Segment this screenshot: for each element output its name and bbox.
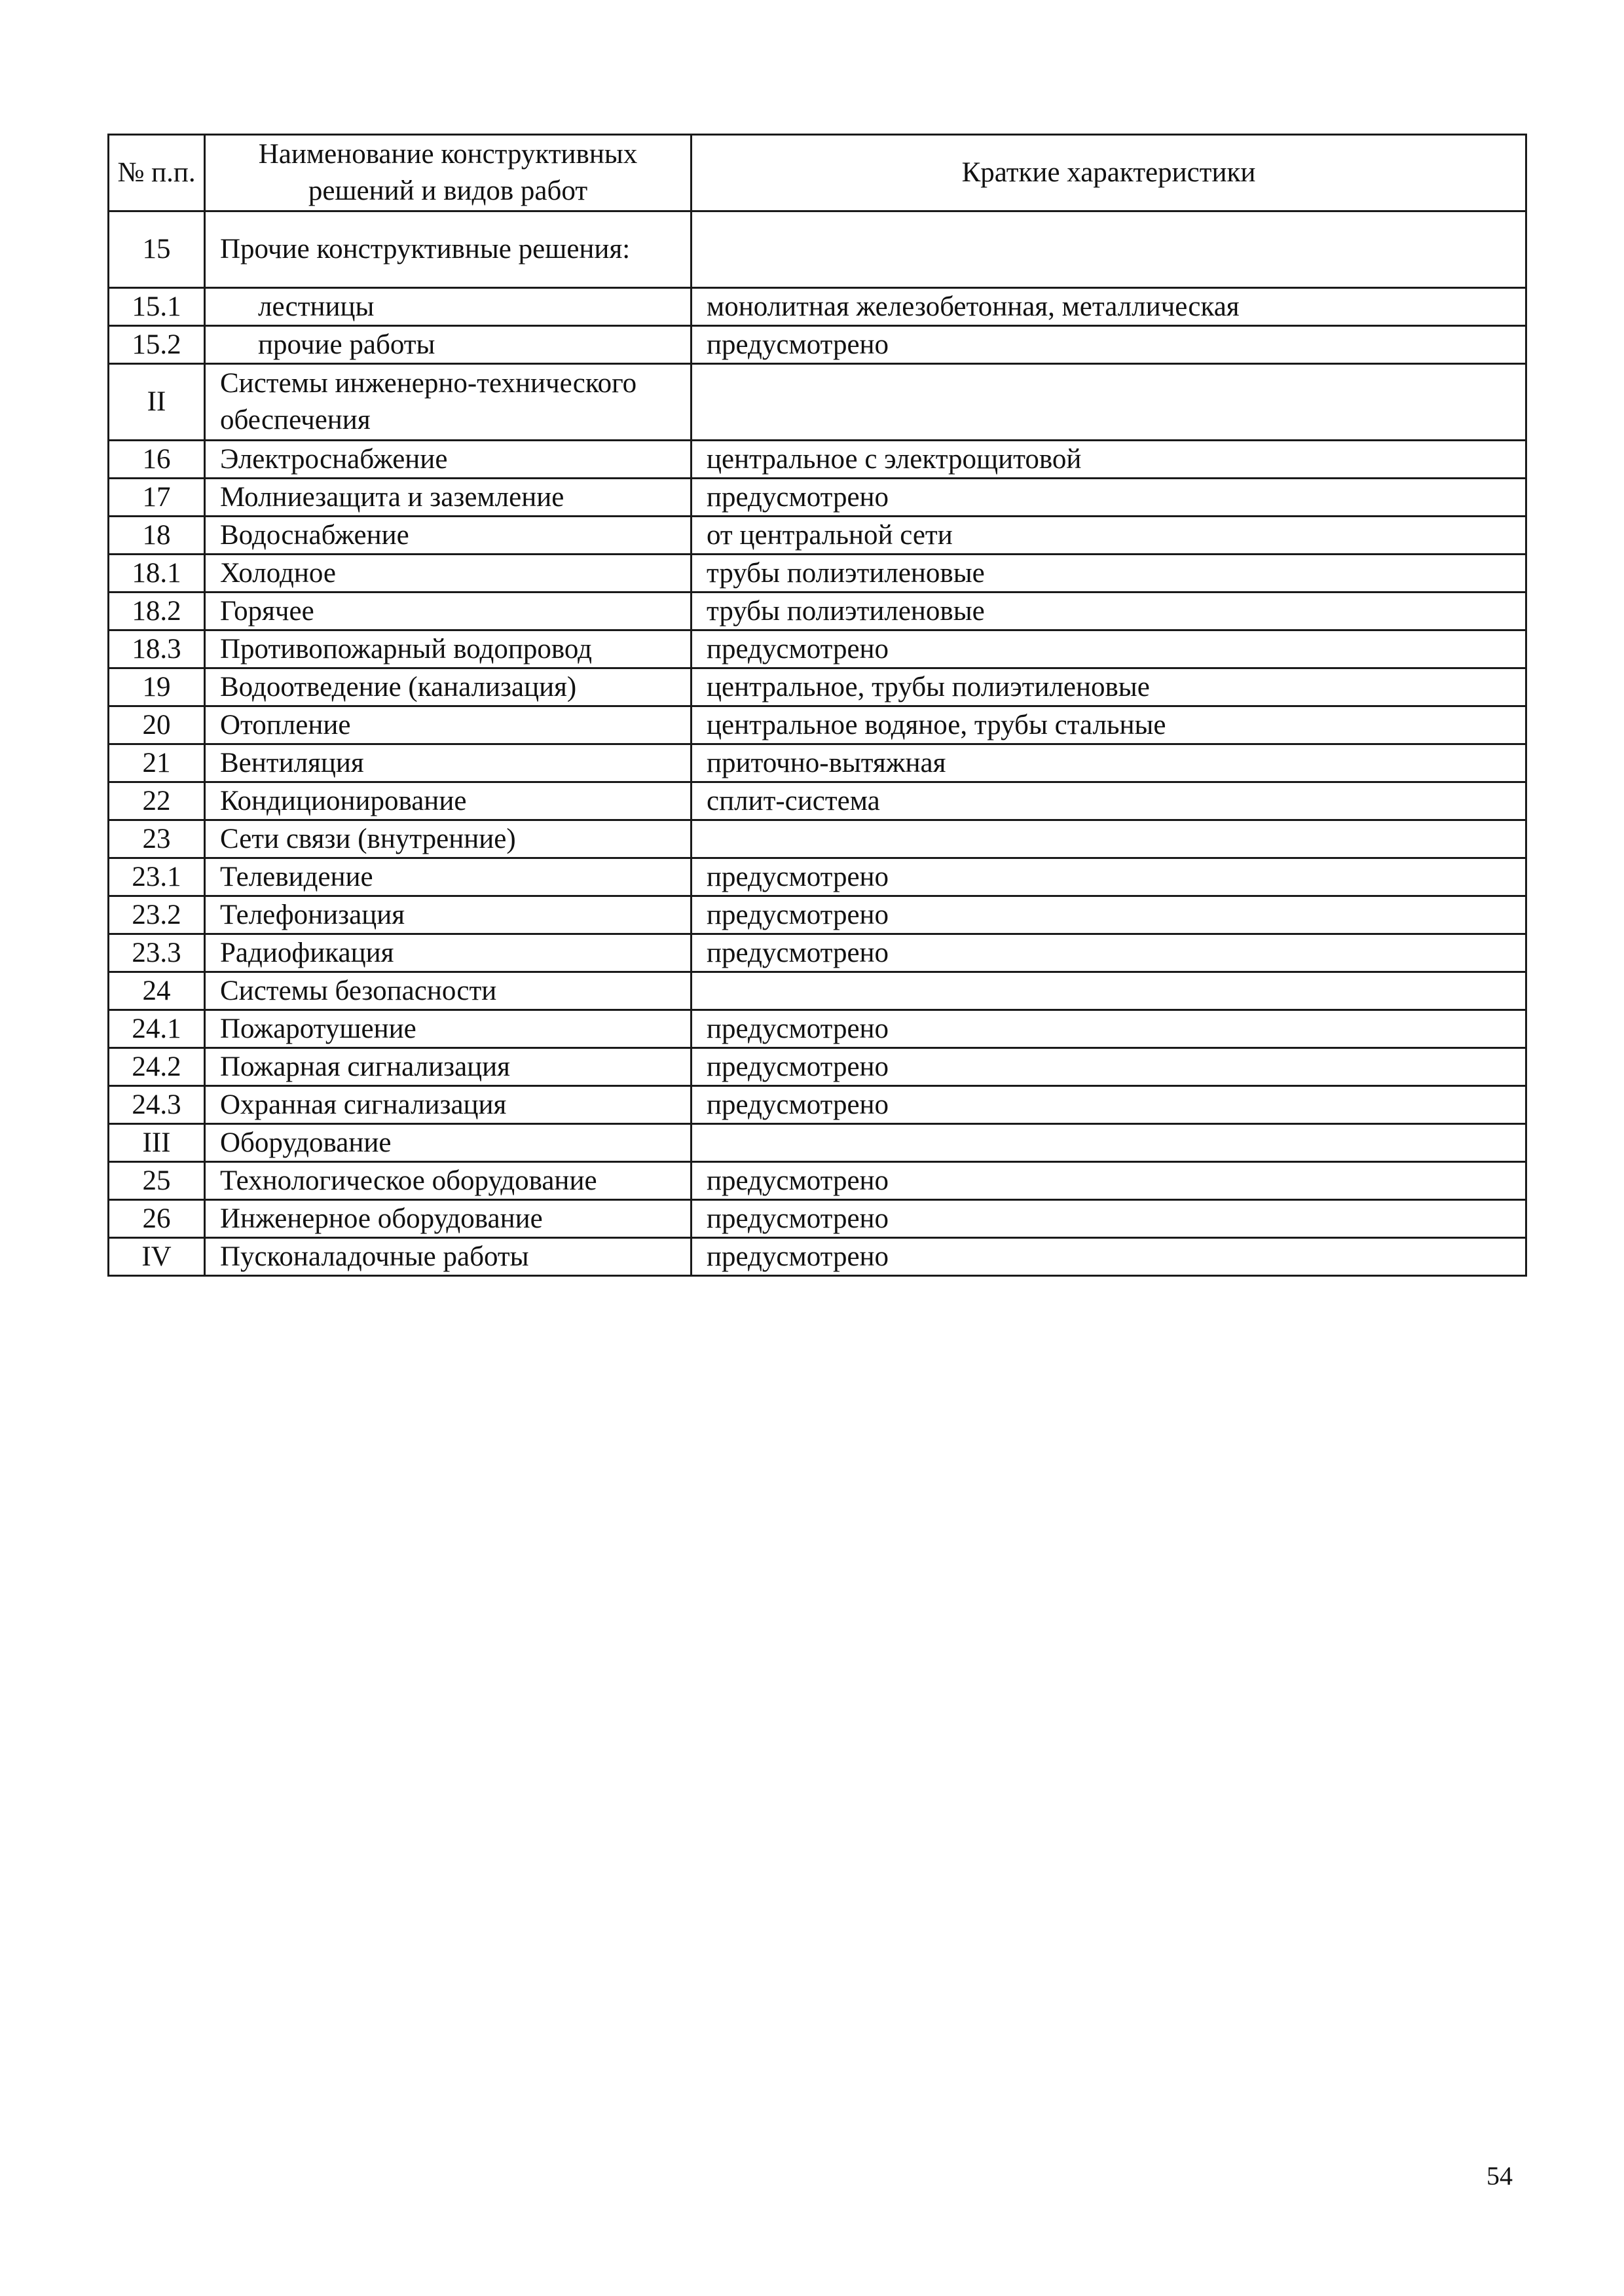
- row-name: Радиофикация: [205, 934, 692, 972]
- row-name: Горячее: [205, 592, 692, 630]
- row-value: трубы полиэтиленовые: [692, 592, 1526, 630]
- row-name: Системы инженерно-технического обеспечения: [205, 364, 692, 441]
- row-num: 19: [109, 668, 205, 706]
- row-value: [692, 972, 1526, 1010]
- row-num: 16: [109, 441, 205, 479]
- row-num: 21: [109, 744, 205, 782]
- table-row: [109, 1238, 1526, 1276]
- table-row: [109, 592, 1526, 630]
- row-num: 15.1: [109, 288, 205, 326]
- table-row: [109, 479, 1526, 517]
- row-num: 23.2: [109, 896, 205, 934]
- row-value: предусмотрено: [692, 630, 1526, 668]
- row-name: Сети связи (внутренние): [205, 820, 692, 858]
- row-value: приточно-вытяжная: [692, 744, 1526, 782]
- table-row: [109, 744, 1526, 782]
- row-num: 20: [109, 706, 205, 744]
- row-name: Инженерное оборудование: [205, 1200, 692, 1238]
- table-row: [109, 858, 1526, 896]
- row-num: 24.3: [109, 1086, 205, 1124]
- table-row: [109, 1200, 1526, 1238]
- row-num: 17: [109, 479, 205, 517]
- table-row: [109, 1162, 1526, 1200]
- row-value: центральное водяное, трубы стальные: [692, 706, 1526, 744]
- row-value: [692, 211, 1526, 288]
- row-value: предусмотрено: [692, 1200, 1526, 1238]
- row-name: Пусконаладочные работы: [205, 1238, 692, 1276]
- header-name: Наименование конструктивных решений и видов работ: [205, 135, 692, 211]
- row-name: Противопожарный водопровод: [205, 630, 692, 668]
- table-row: [109, 668, 1526, 706]
- specifications-table: [107, 134, 1527, 1277]
- row-value: центральное с электрощитовой: [692, 441, 1526, 479]
- row-num: 23.1: [109, 858, 205, 896]
- row-name: Прочие конструктивные решения:: [205, 211, 692, 288]
- table-row: [109, 1086, 1526, 1124]
- row-num: 24.1: [109, 1010, 205, 1048]
- row-value: монолитная железобетонная, металлическая: [692, 288, 1526, 326]
- row-num: 15: [109, 211, 205, 288]
- row-num: 15.2: [109, 326, 205, 364]
- row-num: 23.3: [109, 934, 205, 972]
- header-characteristics: Краткие характеристики: [692, 135, 1526, 211]
- row-value: [692, 364, 1526, 441]
- row-name: Водоотведение (канализация): [205, 668, 692, 706]
- row-num: III: [109, 1124, 205, 1162]
- row-name: Холодное: [205, 555, 692, 592]
- table-row: [109, 364, 1526, 441]
- table-row: [109, 1048, 1526, 1086]
- table-row: [109, 517, 1526, 555]
- row-value: сплит-система: [692, 782, 1526, 820]
- row-name: Технологическое оборудование: [205, 1162, 692, 1200]
- table-row: [109, 326, 1526, 364]
- row-name: Кондиционирование: [205, 782, 692, 820]
- row-name: Телевидение: [205, 858, 692, 896]
- row-value: предусмотрено: [692, 1238, 1526, 1276]
- row-num: 18.2: [109, 592, 205, 630]
- table-row: [109, 934, 1526, 972]
- row-num: 18.3: [109, 630, 205, 668]
- row-value: от центральной сети: [692, 517, 1526, 555]
- row-num: 22: [109, 782, 205, 820]
- row-value: предусмотрено: [692, 1048, 1526, 1086]
- row-value: предусмотрено: [692, 326, 1526, 364]
- row-value: предусмотрено: [692, 896, 1526, 934]
- row-name: Телефонизация: [205, 896, 692, 934]
- table-row: [109, 211, 1526, 288]
- row-value: предусмотрено: [692, 1162, 1526, 1200]
- row-value: трубы полиэтиленовые: [692, 555, 1526, 592]
- table-row: [109, 441, 1526, 479]
- row-name: Пожаротушение: [205, 1010, 692, 1048]
- row-num: 26: [109, 1200, 205, 1238]
- table-row: [109, 896, 1526, 934]
- header-num: № п.п.: [109, 135, 205, 211]
- row-name: прочие работы: [205, 326, 692, 364]
- table-row: [109, 1010, 1526, 1048]
- row-num: 18.1: [109, 555, 205, 592]
- row-value: [692, 820, 1526, 858]
- row-name: Молниезащита и заземление: [205, 479, 692, 517]
- row-value: предусмотрено: [692, 479, 1526, 517]
- row-value: [692, 1124, 1526, 1162]
- table-row: [109, 555, 1526, 592]
- row-value: предусмотрено: [692, 858, 1526, 896]
- row-name: Отопление: [205, 706, 692, 744]
- row-value: предусмотрено: [692, 1010, 1526, 1048]
- row-value: предусмотрено: [692, 1086, 1526, 1124]
- row-num: 24: [109, 972, 205, 1010]
- row-num: 18: [109, 517, 205, 555]
- table-row: [109, 820, 1526, 858]
- table-row: [109, 1124, 1526, 1162]
- row-name: Охранная сигнализация: [205, 1086, 692, 1124]
- row-name: Пожарная сигнализация: [205, 1048, 692, 1086]
- table-row: [109, 630, 1526, 668]
- row-name: Вентиляция: [205, 744, 692, 782]
- row-num: 25: [109, 1162, 205, 1200]
- row-name: Водоснабжение: [205, 517, 692, 555]
- table-row: [109, 972, 1526, 1010]
- row-num: 23: [109, 820, 205, 858]
- table-row: [109, 782, 1526, 820]
- table-row: [109, 706, 1526, 744]
- page-number: 54: [1486, 2161, 1513, 2191]
- table-header-row: [109, 135, 1526, 211]
- row-num: 24.2: [109, 1048, 205, 1086]
- row-num: II: [109, 364, 205, 441]
- row-name: Электроснабжение: [205, 441, 692, 479]
- row-num: IV: [109, 1238, 205, 1276]
- row-name: лестницы: [205, 288, 692, 326]
- row-value: центральное, трубы полиэтиленовые: [692, 668, 1526, 706]
- row-value: предусмотрено: [692, 934, 1526, 972]
- row-name: Системы безопасности: [205, 972, 692, 1010]
- table-row: [109, 288, 1526, 326]
- row-name: Оборудование: [205, 1124, 692, 1162]
